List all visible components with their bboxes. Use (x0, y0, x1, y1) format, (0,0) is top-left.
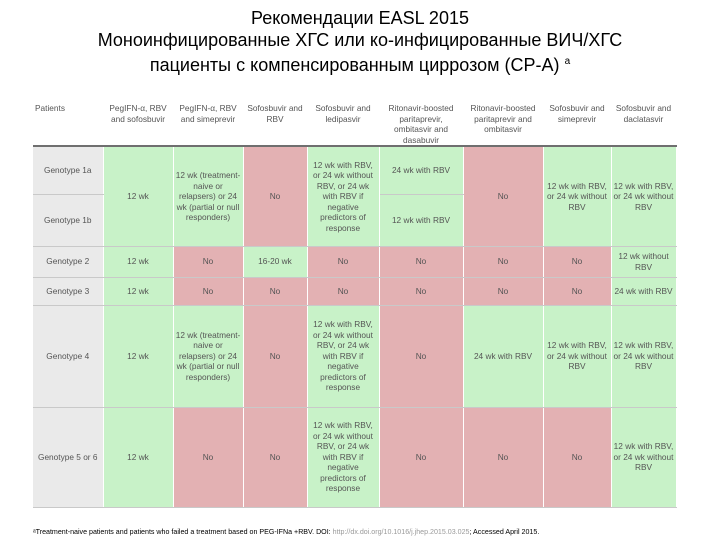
table-cell: 24 wk with RBV (379, 146, 463, 194)
column-header: PegIFN-α, RBV and sofosbuvir (103, 100, 173, 146)
footnote (33, 528, 539, 536)
table-cell: No (173, 246, 243, 277)
table-cell: No (379, 407, 463, 507)
table-cell: No (543, 246, 611, 277)
slide-title-line-3-text: пациенты с компенсированным циррозом (СР-А) (149, 55, 560, 75)
table-cell: No (463, 246, 543, 277)
column-header: Sofosbuvir and RBV (243, 100, 307, 146)
table-cell: 16-20 wk (243, 246, 307, 277)
table-cell: No (307, 277, 379, 305)
table-cell: No (463, 407, 543, 507)
table-row (33, 277, 676, 305)
table-cell: 12 wk with RBV, or 24 wk without RBV (543, 146, 611, 246)
table-cell: No (379, 246, 463, 277)
column-header: Sofosbuvir and daclatasvir (611, 100, 676, 146)
table-cell: 24 wk with RBV (611, 277, 676, 305)
table-row (33, 246, 676, 277)
doi-link[interactable]: http://dx.doi.org/10.1016/j.jhep.2015.03.025 (332, 528, 470, 536)
column-header: Ritonavir-boosted paritaprevir and ombitasvir (463, 100, 543, 146)
table-cell: 12 wk with RBV, or 24 wk without RBV (611, 407, 676, 507)
column-header: PegIFN-α, RBV and simeprevir (173, 100, 243, 146)
table-cell: 24 wk with RBV (463, 305, 543, 407)
table-cell: No (379, 305, 463, 407)
slide-title-line-1: Рекомендации EASL 2015 (251, 8, 469, 28)
table-cell: 12 wk with RBV, or 24 wk without RBV (543, 305, 611, 407)
column-header: Patients (33, 100, 103, 146)
table-cell: 12 wk (103, 246, 173, 277)
table-cell: 12 wk with RBV, or 24 wk without RBV, or 24 wk with RBV if negative predictors of response (307, 146, 379, 246)
slide-title-line-2: Моноинфицированные ХГС или ко-инфицированные ВИЧ/ХГС (97, 30, 623, 50)
column-header: Ritonavir-boosted paritaprevir, ombitasvir and dasabuvir (379, 100, 463, 146)
table-row (33, 407, 676, 507)
table-cell: No (173, 277, 243, 305)
table-cell: No (463, 277, 543, 305)
table-cell: No (243, 146, 307, 246)
row-label-genotype-1a: Genotype 1a (33, 146, 103, 194)
table-cell: 12 wk (103, 146, 173, 246)
column-header: Sofosbuvir and simeprevir (543, 100, 611, 146)
table-row (33, 305, 676, 407)
footnote-access-date: ; Accessed April 2015. (469, 528, 540, 536)
table-cell: No (543, 277, 611, 305)
table-cell: 12 wk (103, 277, 173, 305)
table-cell: 12 wk (treatment-naive or relapsers) or 24 wk (partial or null responders) (173, 305, 243, 407)
table-cell: No (173, 407, 243, 507)
table-cell: 12 wk with RBV, or 24 wk without RBV (611, 305, 676, 407)
table-header-row (33, 100, 676, 146)
table-cell: 12 wk (103, 407, 173, 507)
table-cell: No (243, 305, 307, 407)
table-cell: No (243, 407, 307, 507)
treatment-recommendations-table (33, 100, 677, 508)
table-cell: No (463, 146, 543, 246)
footnote-marker: a (564, 56, 571, 67)
row-label-genotype-1b: Genotype 1b (33, 194, 103, 246)
table-cell: 12 wk (treatment-naive or relapsers) or 24 wk (partial or null responders) (173, 146, 243, 246)
table-row (33, 146, 676, 194)
table-cell: 12 wk with RBV, or 24 wk without RBV, or 24 wk with RBV if negative predictors of response (307, 407, 379, 507)
table-cell: No (307, 246, 379, 277)
column-header: Sofosbuvir and ledipasvir (307, 100, 379, 146)
table-cell: 12 wk without RBV (611, 246, 676, 277)
footnote-text: ᵃTreatment-naive patients and patients who failed a treatment based on PEG-IFNa +RBV. DOI: (33, 528, 333, 536)
table-cell: 12 wk with RBV, or 24 wk without RBV, or 24 wk with RBV if negative predictors of response (307, 305, 379, 407)
table-cell: 12 wk with RBV, or 24 wk without RBV (611, 146, 676, 246)
table-cell: No (243, 277, 307, 305)
row-label-genotype-3: Genotype 3 (33, 277, 103, 305)
row-label-genotype-2: Genotype 2 (33, 246, 103, 277)
table-cell: 12 wk with RBV (379, 194, 463, 246)
table-cell: No (543, 407, 611, 507)
table-cell: No (379, 277, 463, 305)
table-cell: 12 wk (103, 305, 173, 407)
row-label-genotype-4: Genotype 4 (33, 305, 103, 407)
row-label-genotype-5-or-6: Genotype 5 or 6 (33, 407, 103, 507)
slide-title-line-3 (0, 51, 720, 76)
